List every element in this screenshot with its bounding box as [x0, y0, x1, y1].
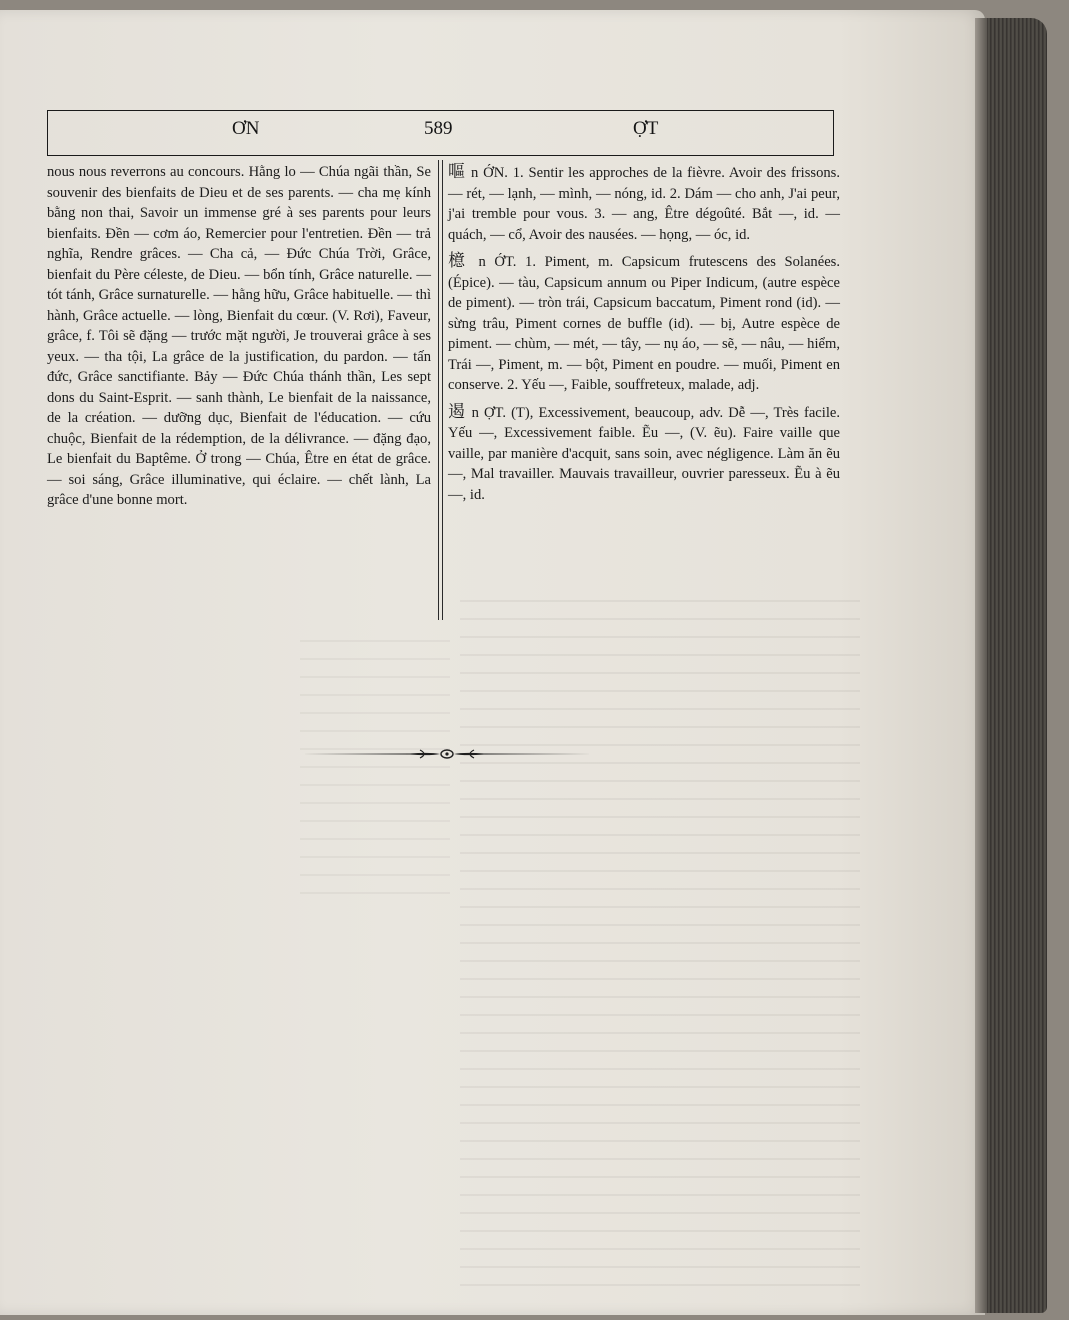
- page-number: 589: [424, 118, 453, 139]
- left-column-text: nous nous reverrons au concours. Hằng lo — Chúa ngãi thần, Se souvenir des bienfaits de Dieu et de ses parents. — cha mẹ kính bằng non thai, Savoir un immense gré à ses parents pour leurs bienfaits. Đền — cơm áo, Remercier pour l'entretien. Đền — trả nghĩa, Rendre grâces. — Cha cả, — Đức Chúa Trời, Grâce, bienfait du Père céleste, de Dieu. — bổn tính, Grâce naturelle. — tót tánh, Grâce surnaturelle. — hằng hữu, Grâce habituelle. — thì hành, Grâce actuelle. — lòng, Bienfait du cœur. (V. Rơi), Faveur, grâce, f. Tôi sẽ đặng — trước mặt người, Je trouverai grâce à ses yeux. — tha tội, La grâce de la justification, du pardon. — tấn đức, Grâce sanctifiante. Bảy — Đức Chúa thánh thần, Les sept dons du Saint-Esprit. — sanh thành, Le bienfait de la naissance, de la création. — dưỡng dục, Bienfait de l'éducation. — cứu chuộc, Bienfait de la rédemption, de la délivrance. — đặng đạo, Le bienfait du Baptême. Ở trong — Chúa, Être en état de grâce. — soi sáng, Grâce illuminative, qui éclaire. — chết lành, La grâce d'une bonne mort.: [47, 164, 431, 508]
- entry-character: 檍: [448, 251, 470, 271]
- header-right-word: ỢT: [633, 118, 659, 139]
- dictionary-entry: [448, 402, 840, 506]
- entry-text: n ỚN. 1. Sentir les approches de la fièvre. Avoir des frissons. — rét, — lạnh, — mình, — nóng, id. 2. Dám — cho anh, J'ai peur, j'ai tremble pour vous. 3. — ang, Être dégoûté. Bắt —, id. — quách, — cổ, Avoir des nausées. — họng, — óc, id.: [448, 165, 841, 243]
- entry-text: n ỢT. (T), Excessivement, beaucoup, adv. Dễ —, Très facile. Yếu —, Excessivement faible. Ẽu —, (V. ẽu). Faire vaille que vaille, par manière d'acquit, sans soin, avec négligence. Làm ăn ẽu —, Mal travailler. Mauvais travailleur, ouvrier paresseux. Ẽu à ẽu —, id.: [448, 404, 841, 503]
- entry-character: 嘔: [448, 162, 467, 182]
- entry-character: 遏: [448, 401, 467, 422]
- show-through-text: [300, 640, 450, 900]
- left-column: [47, 162, 431, 511]
- header-left-word: ƠN: [232, 118, 260, 139]
- column-divider: [438, 160, 443, 620]
- right-column: [448, 162, 840, 511]
- entry-text: n ỚT. 1. Piment, m. Capsicum frutescens des Solanées. (Épice). — tàu, Capsicum annum ou Piper Indicum, (autre espèce de piment). — tròn trái, Capsicum baccatum, Piment rond (id). — sừng trâu, Piment cornes de buffle (id). — bị, Autre espèce de piment. — chùm, — mét, — tây, — nụ áo, — sẽ, — nâu, — hiểm, Trái —, Piment, m. — bột, Piment en poudre. — muối, Piment en conserve. 2. Yếu —, Faible, souffreteux, malade, adj.: [448, 254, 841, 393]
- show-through-text: [460, 600, 860, 1300]
- dictionary-entry: [448, 251, 840, 396]
- section-end-ornament: [300, 744, 594, 764]
- book-page-edges: [975, 18, 1047, 1313]
- dictionary-entry: [448, 162, 840, 245]
